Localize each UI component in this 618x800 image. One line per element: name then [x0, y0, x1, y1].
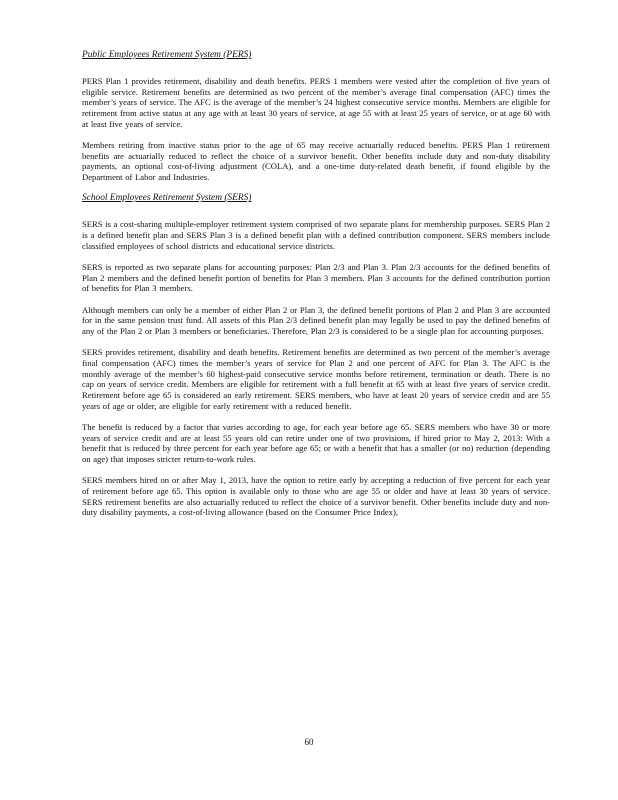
paragraph-sers-overview: SERS is a cost-sharing multiple-employer retirement system comprised of two separate plans for membership purposes. SERS Plan 2 is a defined benefit plan and SERS Plan 3 is a defined benefit plan with a defined contribution component. SERS members include classified employees of school districts and educational service districts. — [82, 219, 550, 251]
section-heading-pers: Public Employees Retirement System (PERS) — [82, 50, 252, 60]
document-page — [82, 50, 550, 527]
paragraph-pers-inactive: Members retiring from inactive status prior to the age of 65 may receive actuarially reduced benefits. PERS Plan 1 retirement benefits are actuarially reduced to reflect the choice of a survivor benefit. Other benefits include duty and non-duty disability payments, an optional cost-of-living adjustment (COLA), and a one-time duty-related death benefit, if found eligible by the Department of Labor and Industries. — [82, 140, 550, 183]
page-number: 60 — [304, 737, 314, 747]
paragraph-sers-reporting: SERS is reported as two separate plans for accounting purposes: Plan 2/3 and Plan 3. Plan 2/3 accounts for the defined benefits of Plan 2 members and the defined benefit portion of benefits for Plan 3 members. Plan 3 accounts for the defined contribution portion of benefits for Plan 3 members. — [82, 261, 550, 294]
paragraph-sers-reduction: The benefit is reduced by a factor that varies according to age, for each year before age 65. SERS members who have 30 or more years of service credit and are at least 55 years old can retire under one of two provisions, if hired prior to May 2, 2013: With a benefit that is reduced by three percent for each year before age 65; or with a benefit that has a smaller (or no) reduction (depending on age) that imposes stricter return-to-work rules. — [82, 421, 550, 464]
paragraph-pers-benefits: PERS Plan 1 provides retirement, disability and death benefits. PERS 1 members were vested after the completion of five years of eligible service. Retirement benefits are determined as two percent of the member’s average final compensation (AFC) times the member’s years of service. The AFC is the average of the member’s 24 highest consecutive service months. Members are eligible for retirement from active status at any age with at least 30 years of service, at age 55 with at least 25 years of service, or at age 60 with at least five years of service. — [82, 76, 550, 129]
paragraph-sers-early-retirement: SERS members hired on or after May 1, 2013, have the option to retire early by accepting a reduction of five percent for each year of retirement before age 65. This option is available only to those who are age 55 or older and have at least 30 years of service. SERS retirement benefits are also actuarially reduced to reflect the choice of a survivor benefit. Other benefits include duty and non-duty disability payments, a cost-of-living allowance (based on the Consumer Price Index), — [82, 475, 550, 518]
paragraph-sers-benefits: SERS provides retirement, disability and death benefits. Retirement benefits are determined as two percent of the member’s average final compensation (AFC) times the member’s years of service for Plan 2 and one percent of AFC for Plan 3. The AFC is the monthly average of the member’s 60 highest-paid consecutive service months before retirement, termination or death. There is no cap on years of service credit. Members are eligible for retirement with a full benefit at 65 with at least five years of service credit. Retirement before age 65 is considered an early retirement. SERS members, who have at least 20 years of service credit and are 55 years of age or older, are eligible for early retirement with a reduced benefit. — [82, 347, 550, 411]
paragraph-sers-membership: Although members can only be a member of either Plan 2 or Plan 3, the defined benefit portions of Plan 2 and Plan 3 are accounted for in the same pension trust fund. All assets of this Plan 2/3 defined benefit plan may legally be used to pay the defined benefits of any of the Plan 2 or Plan 3 members or beneficiaries. Therefore, Plan 2/3 is considered to be a single plan for accounting purposes. — [82, 304, 550, 336]
section-heading-sers: School Employees Retirement System (SERS) — [82, 193, 252, 204]
